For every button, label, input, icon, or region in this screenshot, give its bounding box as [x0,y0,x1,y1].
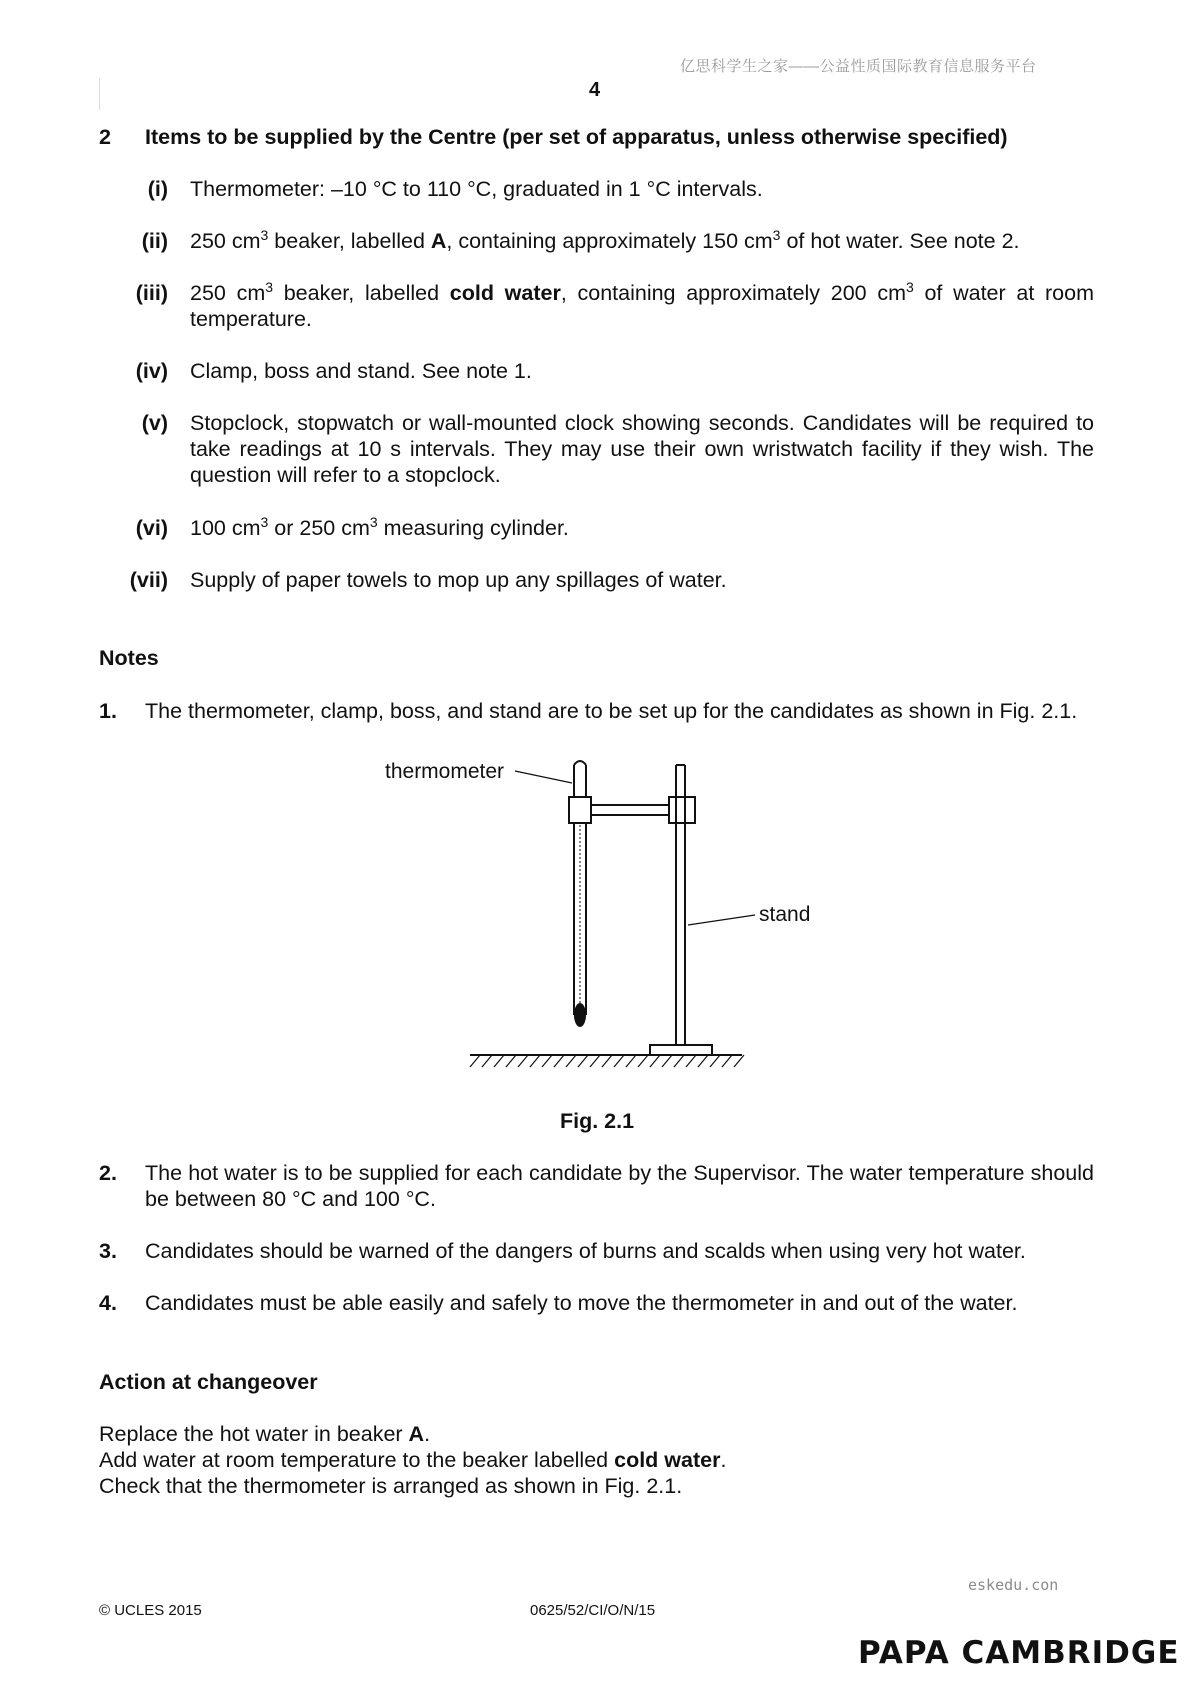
item-text: Stopclock, stopwatch or wall-mounted clock showing seconds. Candidates will be required to take readings at 10 s intervals. They may use their own wristwatch facility if they wish. The question will refer to a stopclock. [190,411,1094,487]
item-text: 250 $cm^3$ beaker, labelled A, containing approximately 150 $cm^3$ of hot water. See note 2. [190,227,1020,253]
label-stand: stand [759,903,811,926]
bench-hatching [470,1055,744,1067]
item-text: 100 $cm^3$ or 250 $cm^3$ measuring cylinder. [190,514,569,540]
note-number: 3. [99,1239,117,1263]
item-text: 250 $cm^3$ beaker, labelled cold water, containing approximately 200 $cm^3$ of water at room temperature. [190,279,1094,331]
note-number: 2. [99,1161,117,1185]
note-1 [99,698,1094,724]
thermometer-bulb [574,1003,586,1027]
action-line-1: Replace the hot water in beaker A. [99,1422,431,1446]
item-iv [100,358,1094,384]
note-number: 4. [99,1291,117,1315]
item-ii [100,228,1094,254]
notes-heading: Notes [99,646,159,670]
item-i [100,176,1094,202]
action-instructions [99,1421,726,1499]
item-vii [100,567,1094,593]
label-thermometer: thermometer [385,760,505,783]
note-2 [99,1160,1094,1212]
footer-copyright: © UCLES 2015 [99,1602,202,1619]
margin-line [99,78,100,110]
note-text: The thermometer, clamp, boss, and stand are to be set up for the candidates as shown in Fig. 2.1. [145,699,1078,723]
item-label: (ii) [141,229,168,253]
item-v [100,410,1094,488]
item-text: Supply of paper towels to mop up any spillages of water. [190,568,727,592]
note-text: Candidates must be able easily and safely to move the thermometer in and out of the water. [145,1291,1018,1315]
page-number: 4 [589,79,601,101]
item-label: (vi) [135,516,168,540]
stand-leader [688,915,755,925]
action-line-3: Check that the thermometer is arranged as shown in Fig. 2.1. [99,1474,683,1498]
item-iii [100,280,1094,332]
note-text: Candidates should be warned of the dangers of burns and scalds when using very hot water. [145,1239,1026,1263]
item-label: (iv) [135,359,168,383]
footer-watermark: eskedu.con [968,1576,1059,1594]
action-line-2: Add water at room temperature to the beaker labelled cold water. [99,1448,727,1472]
item-text: Thermometer: –10 °C to 110 °C, graduated in 1 °C intervals. [190,177,763,201]
item-label: (v) [141,411,168,435]
item-text: Clamp, boss and stand. See note 1. [190,359,532,383]
brand-logo: PAPA CAMBRIDGE [858,1635,1180,1671]
section-title: Items to be supplied by the Centre (per set of apparatus, unless otherwise specified) [145,125,1008,149]
note-3 [99,1238,1094,1264]
item-label: (vii) [129,568,168,592]
item-label: (iii) [135,281,168,305]
figure-caption: Fig. 2.1 [560,1109,635,1133]
note-number: 1. [99,699,117,723]
item-vi [100,515,1094,541]
figure-thermometer-stand [370,745,811,1085]
note-4 [99,1290,1094,1316]
footer-code: 0625/52/CI/O/N/15 [530,1602,656,1619]
boss [669,797,695,823]
note-text: The hot water is to be supplied for each candidate by the Supervisor. The water temperature should be between 80 °C and 100 °C. [145,1161,1094,1211]
top-watermark: 亿思科学生之家——公益性质国际教育信息服务平台 [680,58,1037,75]
item-label: (i) [147,177,168,201]
section-number: 2 [99,125,111,149]
stand-base [650,1045,712,1055]
thermometer-clamp [569,797,591,823]
thermometer-leader [515,771,572,783]
action-heading: Action at changeover [99,1370,318,1394]
